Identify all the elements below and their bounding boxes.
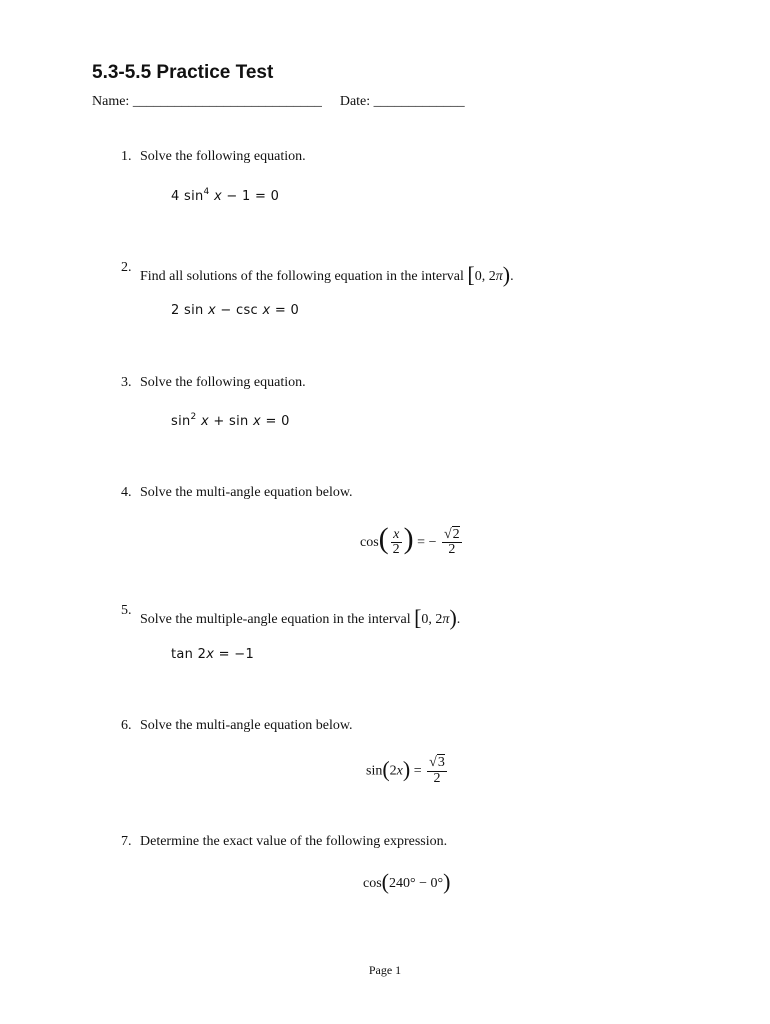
question-2-interval: [0, 2π) (467, 262, 511, 287)
date-label: Date: (339, 94, 371, 109)
question-5-text: Solve the multiple-angle equation in the interval [0, 2π). (140, 605, 461, 630)
question-2-text: Find all solutions of the following equation in the interval [0, 2π). (140, 262, 514, 287)
question-4-equation: cos( $\frac{x}{2}$ ) = − $\frac{√2}{2}$ (360, 522, 460, 558)
question-6-text: Solve the multi-angle equation below. (140, 718, 353, 733)
question-7-text: Determine the exact value of the following expression. (140, 834, 448, 849)
question-5-interval: [0, 2π) (414, 605, 457, 630)
question-2-equation: 2 sin x − csc x = 0 (171, 303, 300, 318)
name-blank: ___________________________ (132, 94, 322, 109)
question-2-number: 2. (121, 260, 132, 275)
question-5-number: 5. (121, 603, 132, 618)
page-title: 5.3-5.5 Practice Test (92, 62, 274, 83)
page-number-footer: Page 1 (368, 963, 402, 977)
question-3-text: Solve the following equation. (140, 375, 306, 390)
date-blank: _____________ (373, 94, 465, 109)
question-3-equation: $\sin^2 x + \sin x = 0$ (171, 412, 290, 429)
question-7-equation: cos(240° − 0°) (363, 869, 451, 894)
question-3-number: 3. (121, 375, 132, 390)
question-1-text: Solve the following equation. (140, 149, 306, 164)
question-1-equation: 4 $\sin^4 x - 1 = 0$ (171, 187, 280, 204)
question-1-number: 1. (121, 149, 132, 164)
question-4-number: 4. (121, 485, 132, 500)
question-6-number: 6. (121, 718, 132, 733)
name-label: Name: (92, 94, 130, 109)
question-5-equation: tan 2x = −1 (171, 647, 255, 662)
name-date-line (92, 94, 465, 110)
question-7-number: 7. (121, 834, 132, 849)
question-4-text: Solve the multi-angle equation below. (140, 485, 353, 500)
question-6-equation: sin(2x) = $\frac{√3}{2}$ (366, 755, 445, 786)
